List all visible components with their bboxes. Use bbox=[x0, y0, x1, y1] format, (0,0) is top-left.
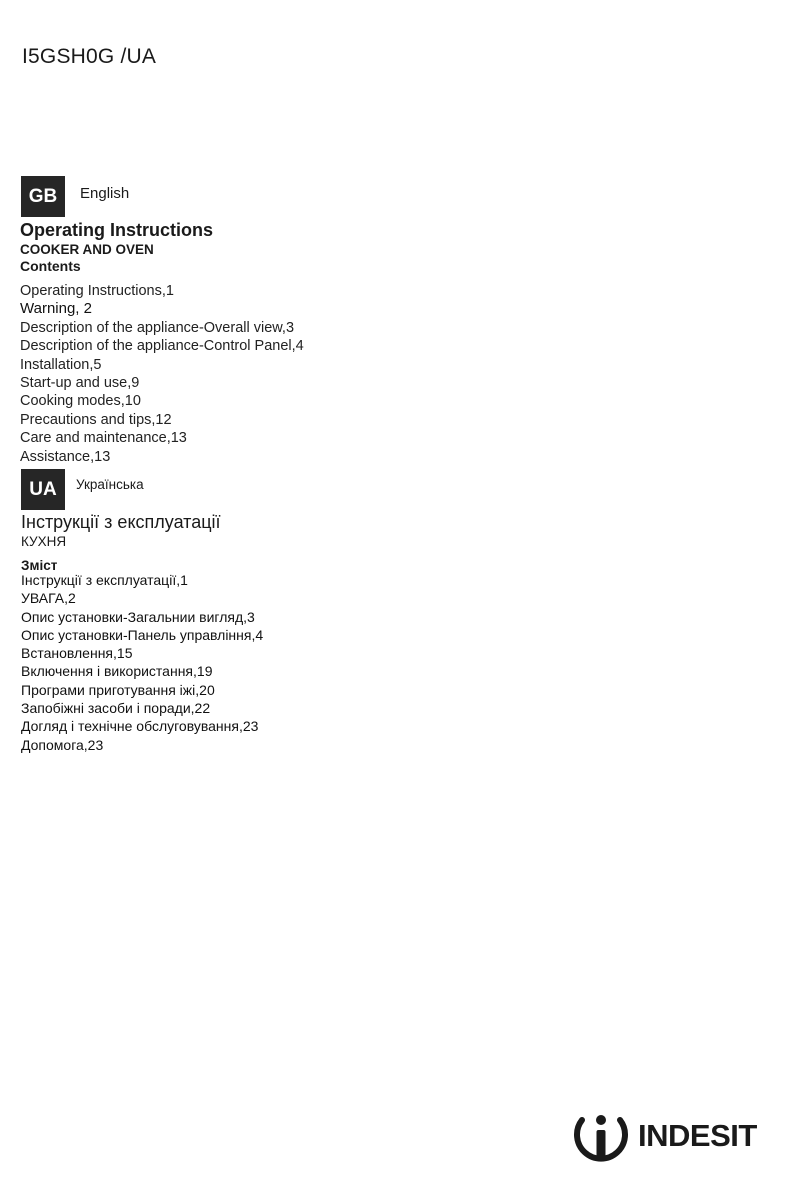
brand-name: INDESIT bbox=[638, 1118, 757, 1153]
model-number: I5GSH0G /UA bbox=[22, 45, 157, 68]
gb-toc-item[interactable]: Cooking modes,10 bbox=[20, 393, 141, 410]
ua-language-name: Українська bbox=[76, 477, 144, 492]
gb-toc-item[interactable]: Start-up and use,9 bbox=[20, 374, 140, 391]
ua-toc-item[interactable]: Опис установки-Панель управління,4 bbox=[21, 626, 264, 643]
ua-toc-item[interactable]: Встановлення,15 bbox=[21, 645, 133, 662]
gb-toc-item[interactable]: Precautions and tips,12 bbox=[20, 411, 172, 428]
gb-heading-block bbox=[20, 219, 213, 275]
ua-toc-item[interactable]: Догляд і технічне обслуговування,23 bbox=[21, 718, 259, 735]
ua-toc-item[interactable]: Допомога,23 bbox=[21, 736, 104, 753]
gb-table-of-contents bbox=[20, 282, 304, 466]
ua-language-badge: UA bbox=[21, 469, 65, 510]
ua-table-of-contents bbox=[21, 571, 263, 754]
ua-toc-item[interactable]: Опис установки-Загальнии вигляд,3 bbox=[21, 608, 255, 625]
gb-toc-item[interactable]: Description of the appliance-Overall view,3 bbox=[20, 319, 295, 336]
ua-toc-item[interactable]: Інструкції з експлуатації,1 bbox=[21, 572, 188, 588]
gb-subtitle: COOKER AND OVEN bbox=[20, 242, 154, 257]
gb-toc-item[interactable]: Operating Instructions,1 bbox=[20, 283, 174, 299]
indesit-logo bbox=[570, 1104, 790, 1168]
gb-title: Operating Instructions bbox=[20, 220, 214, 240]
ua-heading-block bbox=[21, 511, 221, 575]
gb-toc-item[interactable]: Assistance,13 bbox=[20, 448, 111, 465]
gb-language-badge: GB bbox=[21, 176, 65, 217]
ua-toc-item[interactable]: Програми приготування іжі,20 bbox=[21, 681, 215, 698]
gb-language-name: English bbox=[80, 185, 130, 202]
indesit-logo-icon bbox=[570, 1105, 632, 1167]
gb-toc-item[interactable]: Care and maintenance,13 bbox=[20, 430, 187, 447]
ua-toc-item[interactable]: Включення і використання,19 bbox=[21, 663, 213, 680]
gb-toc-item[interactable]: Warning, 2 bbox=[20, 300, 92, 318]
gb-contents-label: Contents bbox=[20, 258, 81, 274]
ua-contents-label: Зміст bbox=[21, 558, 58, 573]
ua-title: Інструкції з експлуатації bbox=[21, 512, 221, 532]
ua-subtitle: КУХНЯ bbox=[21, 534, 67, 549]
ua-toc-item[interactable]: Запобіжні засоби і поради,22 bbox=[21, 700, 211, 717]
gb-toc-item[interactable]: Description of the appliance-Control Panel,4 bbox=[20, 338, 304, 355]
gb-toc-item[interactable]: Installation,5 bbox=[20, 356, 102, 373]
ua-toc-item[interactable]: УВАГА,2 bbox=[21, 590, 76, 607]
